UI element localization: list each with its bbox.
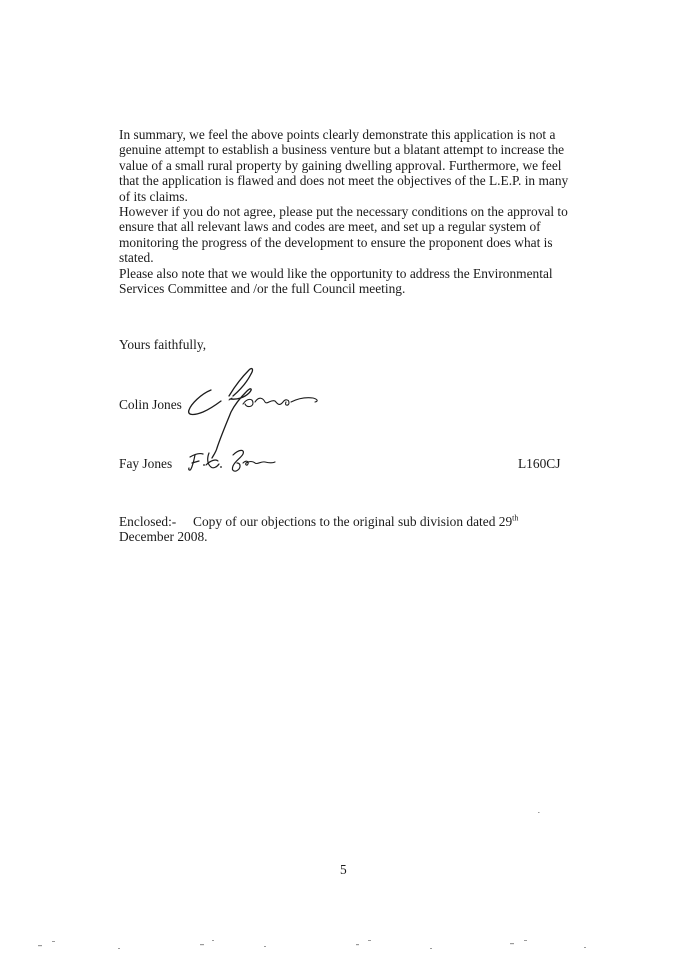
signatory-name-fay: Fay Jones	[119, 456, 173, 471]
closing-salutation: Yours faithfully,	[119, 337, 207, 352]
conditions-paragraph: However if you do not agree, please put the necessary conditions on the approval to ensure that all relevant laws and codes are meet, and set up a regular system of monitoring the progress of the development to ensure the proponent does what is stated.	[119, 204, 568, 266]
enclosure-text: Copy of our objections to the original sub division dated 29	[193, 514, 513, 529]
address-request-paragraph: Please also note that we would like the opportunity to address the Environmental Services Committee and /or the full Council meeting.	[119, 265, 553, 297]
enclosure-text-end: December 2008.	[119, 529, 208, 545]
date-ordinal-suffix: th	[512, 513, 519, 523]
reference-code: L160CJ	[518, 456, 561, 471]
enclosure-label: Enclosed:-	[119, 514, 177, 529]
signatory-name-colin: Colin Jones	[119, 397, 182, 412]
page-number: 5	[340, 862, 347, 877]
summary-paragraph: In summary, we feel the above points clearly demonstrate this application is not a genuine attempt to establish a business venture but a blatant attempt to increase the value of a small rural property by gaining dwelling approval. Furthermore, we feel that the application is flawed and does not meet the objectives of the L.E.P. in many of its claims.	[119, 127, 569, 204]
